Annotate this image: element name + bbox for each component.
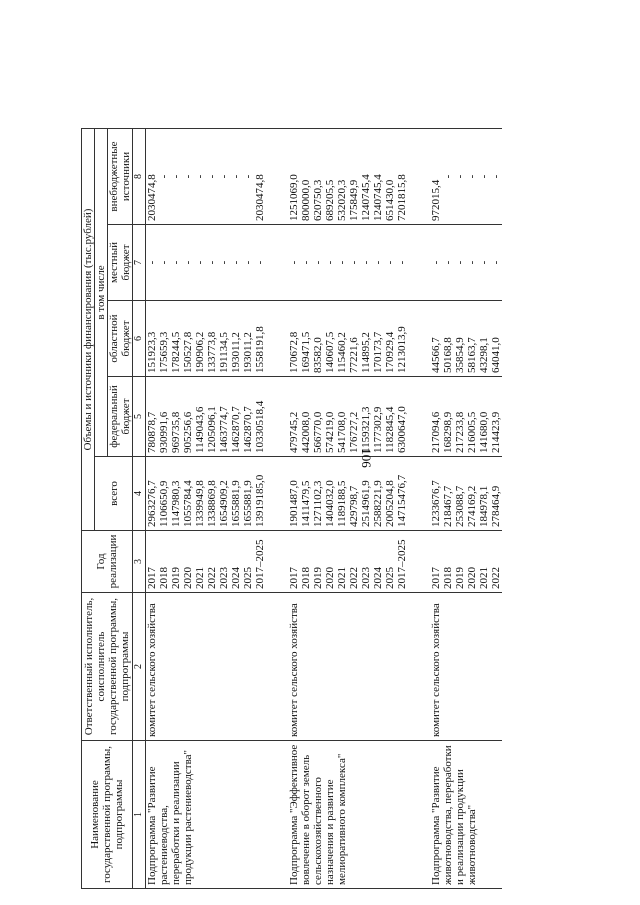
- year-cell: 2021: [478, 531, 490, 593]
- year-cell: 2020: [182, 531, 194, 593]
- year-cell: 2021: [336, 531, 348, 593]
- spacer-cell: [408, 531, 430, 593]
- local-cell: -: [170, 225, 182, 301]
- local-cell: -: [466, 225, 478, 301]
- spacer-cell: [266, 377, 288, 457]
- executor: комитет сельского хозяйства: [430, 593, 502, 741]
- federal-cell: 1159321,3: [360, 377, 372, 457]
- year-cell: 2024: [230, 531, 242, 593]
- federal-cell: 442008,0: [300, 377, 312, 457]
- federal-cell: 1463774,7: [218, 377, 230, 457]
- extrabudget-cell: 620750,3: [312, 128, 324, 224]
- extrabudget-cell: 972015,4: [430, 128, 442, 224]
- year-cell: 2019: [454, 531, 466, 593]
- regional-cell: 170672,8: [288, 301, 300, 377]
- extrabudget-cell: 689205,5: [324, 128, 336, 224]
- total-cell: 14715476,7: [396, 457, 408, 531]
- local-cell: -: [194, 225, 206, 301]
- year-cell: 2017: [430, 531, 442, 593]
- year-cell: 2024: [372, 531, 384, 593]
- subprogram-name: Подпрограмма "Эффективное вовлечение в оборот земель сельскохозяйственного назначения и развитие мелиоративного комплекса": [288, 741, 408, 889]
- federal-cell: 905256,6: [182, 377, 194, 457]
- year-cell: 2023: [360, 531, 372, 593]
- regional-cell: 170173,7: [372, 301, 384, 377]
- extrabudget-cell: -: [158, 128, 170, 224]
- subprogram-name: Подпрограмма "Развитие растениеводства, переработки и реализации продукции растениеводства": [146, 741, 267, 889]
- header-federal: федеральный бюджет: [108, 377, 133, 457]
- table-body: [146, 128, 503, 888]
- regional-cell: 140607,5: [324, 301, 336, 377]
- year-cell: 2020: [324, 531, 336, 593]
- total-cell: 1338869,8: [206, 457, 218, 531]
- local-cell: -: [230, 225, 242, 301]
- header-including: в том числе: [95, 128, 108, 456]
- year-cell: 2023: [218, 531, 230, 593]
- local-cell: -: [288, 225, 300, 301]
- federal-cell: 566770,0: [312, 377, 324, 457]
- column-number: 4: [133, 457, 146, 531]
- federal-cell: 1205096,1: [206, 377, 218, 457]
- regional-cell: 170929,4: [384, 301, 396, 377]
- extrabudget-cell: 532020,3: [336, 128, 348, 224]
- local-cell: -: [146, 225, 159, 301]
- header-volumes: Объемы и источники финансирования (тыс.рублей): [82, 128, 95, 530]
- total-cell: 274169,2: [466, 457, 478, 531]
- federal-cell: 541708,0: [336, 377, 348, 457]
- total-cell: 1654909,2: [218, 457, 230, 531]
- extrabudget-cell: -: [242, 128, 254, 224]
- spacer-cell: [408, 301, 430, 377]
- regional-cell: 43298,1: [478, 301, 490, 377]
- total-cell: 2588221,9: [372, 457, 384, 531]
- year-cell: 2020: [466, 531, 478, 593]
- extrabudget-cell: 175849,9: [348, 128, 360, 224]
- local-cell: -: [372, 225, 384, 301]
- federal-cell: 1462870,7: [242, 377, 254, 457]
- extrabudget-cell: 7201815,8: [396, 128, 408, 224]
- group-spacer: [408, 128, 430, 888]
- executor: комитет сельского хозяйства: [288, 593, 408, 741]
- regional-cell: 178244,5: [170, 301, 182, 377]
- federal-cell: 1149043,6: [194, 377, 206, 457]
- table-row: [430, 128, 442, 888]
- spacer-cell: [266, 593, 288, 741]
- federal-cell: 214423,9: [490, 377, 502, 457]
- extrabudget-cell: -: [170, 128, 182, 224]
- regional-cell: 50168,8: [442, 301, 454, 377]
- local-cell: -: [324, 225, 336, 301]
- table-row: [146, 128, 159, 888]
- extrabudget-cell: -: [206, 128, 218, 224]
- header-year: Год реализации: [82, 531, 133, 593]
- local-cell: -: [384, 225, 396, 301]
- extrabudget-cell: -: [478, 128, 490, 224]
- table-row: [288, 128, 300, 888]
- local-cell: -: [254, 225, 266, 301]
- regional-cell: 35854,9: [454, 301, 466, 377]
- extrabudget-cell: -: [466, 128, 478, 224]
- year-cell: 2019: [312, 531, 324, 593]
- header-executor: Ответственный исполнитель, соисполнитель государственной программы, подпрограммы: [82, 593, 133, 741]
- total-cell: 1233676,7: [430, 457, 442, 531]
- year-cell: 2022: [348, 531, 360, 593]
- column-number: 5: [133, 377, 146, 457]
- total-cell: 2963276,7: [146, 457, 159, 531]
- year-cell: 2021: [194, 531, 206, 593]
- header-column-numbers: [133, 128, 146, 888]
- federal-cell: 479745,2: [288, 377, 300, 457]
- year-cell: 2018: [300, 531, 312, 593]
- regional-cell: 151923,3: [146, 301, 159, 377]
- column-number: 7: [133, 225, 146, 301]
- header-local: местный бюджет: [108, 225, 133, 301]
- total-cell: 184978,1: [478, 457, 490, 531]
- local-cell: -: [442, 225, 454, 301]
- total-cell: 1055784,4: [182, 457, 194, 531]
- total-cell: 1339949,8: [194, 457, 206, 531]
- extrabudget-cell: -: [230, 128, 242, 224]
- local-cell: -: [312, 225, 324, 301]
- header-regional: областной бюджет: [108, 301, 133, 377]
- federal-cell: 1462870,7: [230, 377, 242, 457]
- extrabudget-cell: -: [442, 128, 454, 224]
- regional-cell: 150527,8: [182, 301, 194, 377]
- year-cell: 2019: [170, 531, 182, 593]
- federal-cell: 780878,7: [146, 377, 159, 457]
- extrabudget-cell: 2030474,8: [146, 128, 159, 224]
- year-cell: 2022: [206, 531, 218, 593]
- spacer-cell: [266, 457, 288, 531]
- total-cell: 1901487,0: [288, 457, 300, 531]
- federal-cell: 216005,5: [466, 377, 478, 457]
- spacer-cell: [408, 377, 430, 457]
- rotated-table-sheet: [81, 129, 543, 889]
- regional-cell: 190906,2: [194, 301, 206, 377]
- financing-table: [81, 128, 502, 889]
- year-cell: 2025: [384, 531, 396, 593]
- extrabudget-cell: 2030474,8: [254, 128, 266, 224]
- header-extrabudget: внебюджетные источники: [108, 128, 133, 224]
- regional-cell: 115460,2: [336, 301, 348, 377]
- total-cell: 218467,7: [442, 457, 454, 531]
- local-cell: -: [206, 225, 218, 301]
- local-cell: -: [430, 225, 442, 301]
- year-cell: 2017: [288, 531, 300, 593]
- year-cell: 2025: [242, 531, 254, 593]
- total-cell: 278464,9: [490, 457, 502, 531]
- column-number: 8: [133, 128, 146, 224]
- federal-cell: 1177302,9: [372, 377, 384, 457]
- total-cell: 429798,7: [348, 457, 360, 531]
- total-cell: 2514961,9: [360, 457, 372, 531]
- year-cell: 2017–2025: [396, 531, 408, 593]
- local-cell: -: [490, 225, 502, 301]
- total-cell: 13919185,0: [254, 457, 266, 531]
- header-total: всего: [95, 457, 133, 531]
- year-cell: 2022: [490, 531, 502, 593]
- local-cell: -: [396, 225, 408, 301]
- total-cell: 2005204,8: [384, 457, 396, 531]
- federal-cell: 217094,6: [430, 377, 442, 457]
- extrabudget-cell: -: [218, 128, 230, 224]
- column-number: 1: [133, 741, 146, 889]
- extrabudget-cell: 1240745,4: [372, 128, 384, 224]
- local-cell: -: [218, 225, 230, 301]
- regional-cell: 191134,5: [218, 301, 230, 377]
- federal-cell: 217233,8: [454, 377, 466, 457]
- extrabudget-cell: -: [454, 128, 466, 224]
- group-spacer: [266, 128, 288, 888]
- year-cell: 2018: [442, 531, 454, 593]
- total-cell: 1411479,5: [300, 457, 312, 531]
- spacer-cell: [408, 741, 430, 889]
- federal-cell: 176727,2: [348, 377, 360, 457]
- spacer-cell: [266, 225, 288, 301]
- local-cell: -: [336, 225, 348, 301]
- extrabudget-cell: 800000,0: [300, 128, 312, 224]
- local-cell: -: [348, 225, 360, 301]
- local-cell: -: [300, 225, 312, 301]
- regional-cell: 64041,0: [490, 301, 502, 377]
- federal-cell: 969735,8: [170, 377, 182, 457]
- column-number: 6: [133, 301, 146, 377]
- federal-cell: 930991,6: [158, 377, 170, 457]
- year-cell: 2017: [146, 531, 159, 593]
- extrabudget-cell: 1240745,4: [360, 128, 372, 224]
- header-name: Наименование государственной программы, подпрограммы: [82, 741, 133, 889]
- spacer-cell: [266, 531, 288, 593]
- spacer-cell: [408, 457, 430, 531]
- year-cell: 2018: [158, 531, 170, 593]
- regional-cell: 44566,7: [430, 301, 442, 377]
- subprogram-name: Подпрограмма "Развитие животноводства, переработки и реализации продукции животноводства": [430, 741, 502, 889]
- regional-cell: 1213013,9: [396, 301, 408, 377]
- regional-cell: 193011,2: [242, 301, 254, 377]
- spacer-cell: [266, 301, 288, 377]
- extrabudget-cell: -: [490, 128, 502, 224]
- regional-cell: 77221,6: [348, 301, 360, 377]
- federal-cell: 141680,0: [478, 377, 490, 457]
- spacer-cell: [408, 593, 430, 741]
- regional-cell: 193011,2: [230, 301, 242, 377]
- year-cell: 2017–2025: [254, 531, 266, 593]
- spacer-cell: [408, 128, 430, 224]
- local-cell: -: [360, 225, 372, 301]
- spacer-cell: [266, 741, 288, 889]
- local-cell: -: [478, 225, 490, 301]
- total-cell: 1404032,0: [324, 457, 336, 531]
- federal-cell: 6300647,0: [396, 377, 408, 457]
- regional-cell: 1558191,8: [254, 301, 266, 377]
- federal-cell: 1182845,4: [384, 377, 396, 457]
- total-cell: 1271102,3: [312, 457, 324, 531]
- federal-cell: 10330518,4: [254, 377, 266, 457]
- table-header: [82, 128, 146, 888]
- local-cell: -: [158, 225, 170, 301]
- column-number: 2: [133, 593, 146, 741]
- federal-cell: 168298,9: [442, 377, 454, 457]
- local-cell: -: [454, 225, 466, 301]
- regional-cell: 169471,5: [300, 301, 312, 377]
- regional-cell: 114895,2: [360, 301, 372, 377]
- extrabudget-cell: -: [182, 128, 194, 224]
- executor: комитет сельского хозяйства: [146, 593, 267, 741]
- regional-cell: 58163,7: [466, 301, 478, 377]
- spacer-cell: [408, 225, 430, 301]
- column-number: 3: [133, 531, 146, 593]
- regional-cell: 175659,3: [158, 301, 170, 377]
- total-cell: 1106650,9: [158, 457, 170, 531]
- total-cell: 1655881,9: [242, 457, 254, 531]
- extrabudget-cell: 651430,0: [384, 128, 396, 224]
- page-number: 106: [359, 448, 374, 468]
- federal-cell: 574219,0: [324, 377, 336, 457]
- regional-cell: 83582,0: [312, 301, 324, 377]
- spacer-cell: [266, 128, 288, 224]
- regional-cell: 133773,8: [206, 301, 218, 377]
- total-cell: 1147980,3: [170, 457, 182, 531]
- total-cell: 1189188,5: [336, 457, 348, 531]
- extrabudget-cell: 1251069,0: [288, 128, 300, 224]
- total-cell: 253088,7: [454, 457, 466, 531]
- total-cell: 1655881,9: [230, 457, 242, 531]
- extrabudget-cell: -: [194, 128, 206, 224]
- local-cell: -: [182, 225, 194, 301]
- local-cell: -: [242, 225, 254, 301]
